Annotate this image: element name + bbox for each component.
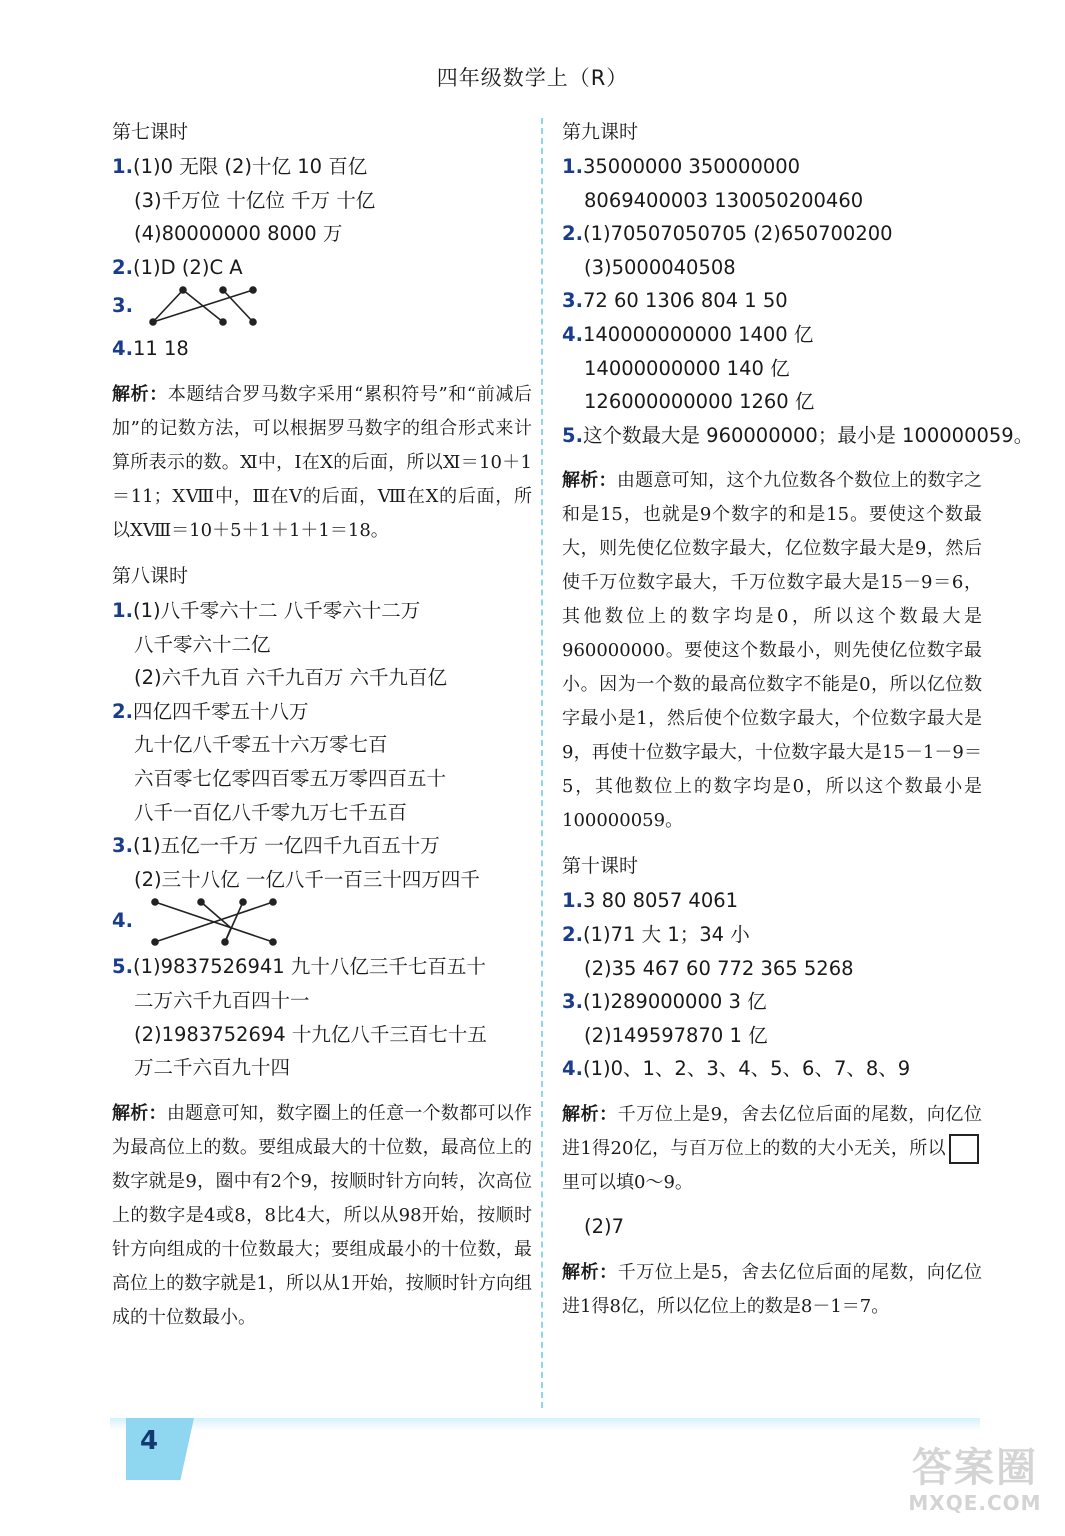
question-number: 2. — [112, 255, 133, 279]
section-title-lesson7: 第七课时 — [112, 121, 189, 143]
question-number: 1. — [112, 598, 133, 622]
explanation-paragraph — [562, 1098, 982, 1200]
answer-text: 35000000 350000000 — [582, 155, 801, 178]
explanation-text: 由题意可知，这个九位数各个数位上的数字之和是15，也就是9个数字的和是15。要使这个数最大，则先使亿位数字最大，亿位数字最大是9，然后使千万位数字最大，千万位数字最大是15－9＝6，其他数位上的数字均是0，所以这个数最大是960000000。要使这个数最小，则先使亿位数字最小。因为一个数的最高位数字不能是0，所以亿位数字最小是1，然后使个位数字最大，个位数字最大是9，再使十位数字最大，十位数字最大是15－1－9＝5，其他数位上的数字均是0，所以这个数最小是100000059。 — [562, 470, 983, 832]
question-number: 1. — [562, 155, 583, 178]
question-number: 5. — [112, 955, 133, 979]
answer-text: (1)0、1、2、3、4、5、6、7、8、9 — [582, 1057, 911, 1081]
answer-line: 八千零六十二亿 — [134, 632, 271, 656]
explanation-text: 本题结合罗马数字采用“累积符号”和“前减后加”的记数方法，可以根据罗马数字的组合形式来计算所表示的数。Ⅺ中，Ⅰ在Ⅹ的后面，所以Ⅺ＝10＋1＝11；ⅩⅧ中，Ⅲ在Ⅴ的后面，Ⅷ在Ⅹ的后面，所以ⅩⅧ＝10＋5＋1＋1＋1＝18。 — [112, 383, 533, 541]
question-number: 2. — [562, 922, 583, 946]
question-number: 3. — [112, 834, 133, 858]
answer-text: 3 80 8057 4061 — [582, 889, 739, 913]
question-number: 3. — [562, 990, 583, 1014]
blank-box — [949, 1134, 979, 1164]
question-row — [562, 884, 982, 918]
explanation-label: 解析： — [562, 470, 617, 492]
answer-line: 六百零七亿零四百零五万零四百五十 — [134, 766, 447, 790]
answer-line: (2)三十八亿 一亿八千一百三十四万四千 — [134, 867, 480, 891]
explanation-text: 里可以填0～9。 — [562, 1171, 693, 1193]
answer-text: 四亿四千零五十八万 — [132, 699, 309, 723]
question-number: 1. — [112, 155, 133, 178]
question-number: 3. — [562, 289, 583, 313]
answer-line: (3)5000040508 — [584, 255, 736, 279]
page-number: 4 — [140, 1426, 159, 1456]
answer-line: 14000000000 140 亿 — [584, 356, 790, 380]
question-number: 4. — [562, 1057, 583, 1081]
answer-text: (1)70507050705 (2)650700200 — [582, 222, 893, 246]
explanation-paragraph — [112, 1097, 532, 1335]
footer-band — [110, 1418, 980, 1430]
answer-text: (1)71 大 1；34 小 — [582, 922, 750, 946]
question-row — [112, 594, 532, 628]
right-column — [562, 112, 1034, 1334]
question-number: 1. — [562, 889, 583, 913]
answer-text: 11 18 — [132, 337, 189, 361]
explanation-text: 千万位上是5，舍去亿位后面的尾数，向亿位进1得8亿，所以亿位上的数是8－1＝7。 — [562, 1261, 983, 1317]
explanation-text: 由题意可知，数字圈上的任意一个数都可以作为最高位上的数。要组成最大的十位数，最高位上的数字就是9，圈中有2个9，按顺时针方向转，次高位上的数字是4或8，8比4大，所以从98开始，按顺时针方向组成的十位数最大；要组成最小的十位数，最高位上的数字就是1，所以从1开始，按顺时针方向组成的十位数最小。 — [112, 1102, 533, 1328]
answer-line: 二万六千九百四十一 — [134, 988, 310, 1012]
answer-line: 126000000000 1260 亿 — [584, 390, 815, 414]
matching-lines-diagram — [143, 284, 263, 328]
answer-text: 这个数最大是 960000000；最小是 100000059。 — [582, 423, 1034, 447]
question-number: 2. — [112, 699, 133, 723]
explanation-label: 解析： — [562, 1261, 618, 1283]
answer-line: (2)149597870 1 亿 — [584, 1023, 768, 1047]
answer-line: 8069400003 130050200460 — [584, 188, 864, 212]
question-number: 4. — [562, 322, 583, 346]
question-row — [112, 332, 532, 366]
question-row — [112, 150, 532, 184]
question-row — [112, 896, 532, 950]
question-row — [562, 318, 982, 352]
answer-text: (1)0 无限 (2)十亿 10 百亿 — [132, 155, 368, 178]
question-row — [562, 217, 982, 251]
answer-line: 八千一百亿八千零九万七千五百 — [134, 800, 408, 824]
question-number: 4. — [112, 908, 133, 932]
watermark-text: 答案圈 — [912, 1445, 1038, 1491]
question-row — [562, 284, 982, 318]
question-row — [112, 284, 532, 332]
explanation-paragraph — [112, 378, 532, 548]
question-row — [562, 419, 1034, 453]
answer-line: 万二千六百九十四 — [134, 1056, 291, 1080]
answer-line: (2)7 — [584, 1214, 625, 1238]
watermark-url: MXQE.COM — [908, 1491, 1042, 1515]
answer-line: 九十亿八千零五十六万零七百 — [134, 733, 388, 757]
answer-text: (1)D (2)C A — [132, 255, 243, 279]
question-number: 5. — [562, 423, 583, 447]
question-row — [112, 695, 532, 729]
column-divider — [541, 118, 543, 1408]
question-number: 4. — [112, 337, 133, 361]
section-title-lesson10: 第十课时 — [562, 855, 639, 878]
question-row — [112, 829, 532, 863]
explanation-label: 解析： — [112, 1102, 167, 1124]
matching-lines-diagram — [143, 896, 293, 946]
question-row — [112, 950, 532, 984]
page-number-tab — [126, 1418, 194, 1480]
watermark-logo — [900, 1445, 1050, 1525]
answer-text: 140000000000 1400 亿 — [582, 322, 814, 346]
answer-line: (2)六千九百 六千九百万 六千九百亿 — [134, 666, 448, 690]
question-number: 3. — [112, 293, 133, 317]
answer-text: (1)289000000 3 亿 — [582, 990, 767, 1014]
explanation-paragraph — [562, 464, 982, 838]
question-row — [562, 985, 982, 1019]
answer-text: (1)9837526941 九十八亿三千七百五十 — [132, 955, 486, 979]
answer-line: (2)35 467 60 772 365 5268 — [584, 956, 854, 980]
left-column — [112, 112, 532, 1345]
page-header-title: 四年级数学上（R） — [436, 66, 629, 90]
answer-line: (3)千万位 十亿位 千万 十亿 — [134, 188, 376, 212]
question-row — [562, 1052, 982, 1086]
question-row — [562, 918, 982, 952]
answer-line: (2)1983752694 十九亿八千三百七十五 — [134, 1022, 487, 1046]
section-title-lesson8: 第八课时 — [112, 564, 189, 587]
explanation-label: 解析： — [112, 383, 168, 405]
answer-text: (1)五亿一千万 一亿四千九百五十万 — [132, 834, 440, 858]
question-number: 2. — [562, 222, 583, 246]
answer-line: (4)80000000 8000 万 — [134, 222, 343, 246]
explanation-paragraph — [562, 1256, 982, 1324]
explanation-text: 千万位上是9，舍去亿位后面的尾数，向亿位进1得20亿，与百万位上的数的大小无关，所以 — [562, 1103, 983, 1159]
answer-text: (1)八千零六十二 八千零六十二万 — [132, 598, 421, 622]
question-row — [112, 251, 532, 285]
explanation-label: 解析： — [562, 1103, 618, 1125]
question-row — [562, 150, 982, 184]
answer-text: 72 60 1306 804 1 50 — [582, 289, 788, 313]
section-title-lesson9: 第九课时 — [562, 121, 639, 143]
